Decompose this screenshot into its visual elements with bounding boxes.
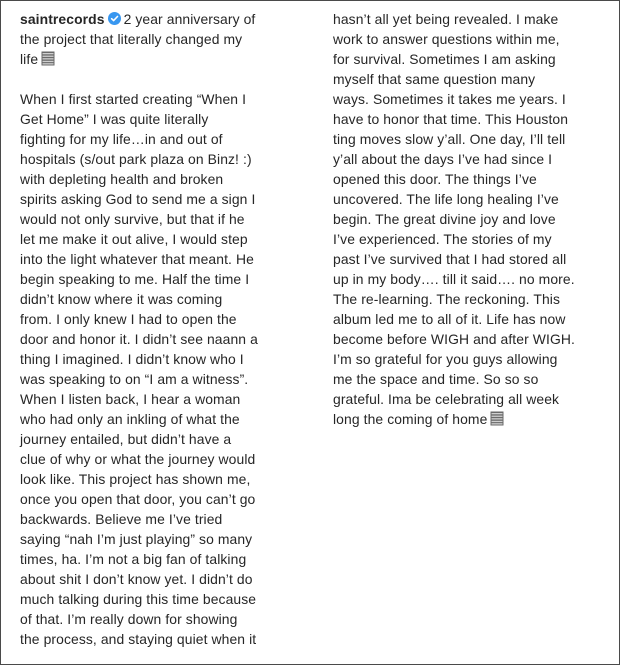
caption-text: hospitals (s/out park plaza on Binz! :)	[20, 151, 252, 167]
caption-text: Get Home” I was quite literally	[20, 111, 209, 127]
caption-line	[20, 389, 320, 409]
caption-text: have to honor that time. This Houston	[333, 111, 569, 127]
caption-text: The re-learning. The reckoning. This	[333, 291, 560, 307]
caption-line	[20, 249, 320, 269]
caption-line	[20, 209, 320, 229]
caption-line	[333, 389, 615, 409]
caption-text: begin speaking to me. Half the time I	[20, 271, 250, 287]
caption-line	[20, 409, 320, 429]
caption-right-column	[333, 9, 615, 429]
caption-line	[20, 229, 320, 249]
caption-text: album led me to all of it. Life has now	[333, 311, 566, 327]
book-emoji-icon	[490, 411, 504, 426]
caption-left-body	[20, 89, 320, 649]
caption-text: hasn’t all yet being revealed. I make	[333, 11, 559, 27]
caption-text: When I listen back, I hear a woman	[20, 391, 241, 407]
caption-text: work to answer questions within me,	[333, 31, 560, 47]
caption-line	[20, 329, 320, 349]
caption-line	[333, 169, 615, 189]
caption-text: I’m so grateful for you guys allowing	[333, 351, 558, 367]
caption-text: backwards. Believe me I’ve tried	[20, 511, 223, 527]
caption-text: y’all about the days I’ve had since I	[333, 151, 553, 167]
caption-right-body	[333, 9, 615, 429]
caption-header-line	[20, 9, 320, 29]
caption-line	[20, 49, 320, 69]
caption-line	[333, 29, 615, 49]
caption-text: me the space and time. So so so	[333, 371, 539, 387]
caption-text: uncovered. The life long healing I’ve	[333, 191, 559, 207]
caption-line	[20, 569, 320, 589]
caption-line	[20, 509, 320, 529]
caption-line	[333, 289, 615, 309]
caption-text: would not only survive, but that if he	[20, 211, 245, 227]
caption-text: ways. Sometimes it takes me years. I	[333, 91, 566, 107]
caption-line	[20, 269, 320, 289]
caption-text: look like. This project has shown me,	[20, 471, 251, 487]
caption-line	[333, 269, 615, 289]
caption-line	[20, 309, 320, 329]
caption-left-column	[20, 9, 320, 649]
caption-line	[333, 229, 615, 249]
caption-text: grateful. Ima be celebrating all week	[333, 391, 560, 407]
caption-line	[20, 149, 320, 169]
caption-line	[20, 129, 320, 149]
caption-text: life	[20, 51, 39, 67]
caption-line	[333, 69, 615, 89]
caption-text: begin. The great divine joy and love	[333, 211, 556, 227]
caption-line	[20, 169, 320, 189]
caption-line	[20, 629, 320, 649]
caption-line	[20, 489, 320, 509]
caption-line	[333, 409, 615, 429]
caption-text: into the light whatever that meant. He	[20, 251, 254, 267]
caption-line	[333, 249, 615, 269]
caption-text: When I first started creating “When I	[20, 91, 247, 107]
caption-line	[20, 289, 320, 309]
caption-header-text: 2 year anniversary of	[123, 11, 256, 27]
caption-text: who had only an inkling of what the	[20, 411, 240, 427]
caption-line	[20, 549, 320, 569]
caption-line	[20, 609, 320, 629]
caption-text: long the coming of home	[333, 411, 488, 427]
caption-line: the project that literally changed my	[20, 31, 243, 47]
caption-text: about shit I don’t know yet. I didn’t do	[20, 571, 253, 587]
caption-text: once you open that door, you can’t go	[20, 491, 256, 507]
caption-text: much talking during this time because	[20, 591, 257, 607]
caption-text: from. I only knew I had to open the	[20, 311, 237, 327]
caption-text: times, ha. I’m not a big fan of talking	[20, 551, 247, 567]
caption-line	[20, 109, 320, 129]
caption-line	[333, 49, 615, 69]
caption-line	[20, 89, 320, 109]
caption-line	[20, 349, 320, 369]
username-link[interactable]: saintrecords	[20, 11, 105, 27]
caption-text: of that. I’m really down for showing	[20, 611, 238, 627]
caption-text: with depleting health and broken	[20, 171, 224, 187]
caption-text: fighting for my life…in and out of	[20, 131, 223, 147]
caption-text: thing I imagined. I didn’t know who I	[20, 351, 244, 367]
verified-badge-icon	[108, 12, 121, 25]
caption-text: for survival. Sometimes I am asking	[333, 51, 556, 67]
caption-text: past I’ve survived that I had stored all	[333, 251, 567, 267]
caption-line	[333, 9, 615, 29]
caption-text: myself that same question many	[333, 71, 536, 87]
caption-text: I’ve experienced. The stories of my	[333, 231, 552, 247]
caption-text: door and honor it. I didn’t see naann a	[20, 331, 258, 347]
caption-line	[333, 109, 615, 129]
caption-line	[20, 449, 320, 469]
caption-line	[20, 529, 320, 549]
caption-text: journey entailed, but didn’t have a	[20, 431, 232, 447]
caption-line	[333, 149, 615, 169]
caption-text: didn’t know where it was coming	[20, 291, 223, 307]
caption-line	[333, 189, 615, 209]
caption-line	[333, 309, 615, 329]
caption-line	[333, 349, 615, 369]
caption-line	[20, 369, 320, 389]
caption-text: opened this door. The things I’ve	[333, 171, 537, 187]
caption-line	[333, 369, 615, 389]
caption-text: let me make it out alive, I would step	[20, 231, 248, 247]
caption-text: ting moves slow y’all. One day, I’ll tell	[333, 131, 566, 147]
caption-text: become before WIGH and after WIGH.	[333, 331, 575, 347]
caption-line	[20, 189, 320, 209]
book-emoji-icon	[41, 51, 55, 66]
caption-line	[333, 129, 615, 149]
caption-text: saying “nah I’m just playing” so many	[20, 531, 253, 547]
caption-line	[333, 329, 615, 349]
caption-text: was speaking to on “I am a witness”.	[20, 371, 249, 387]
caption-line	[20, 469, 320, 489]
caption-line	[20, 589, 320, 609]
caption-text: spirits asking God to send me a sign I	[20, 191, 256, 207]
caption-line	[333, 209, 615, 229]
caption-text: the process, and staying quiet when it	[20, 631, 257, 647]
caption-text: clue of why or what the journey would	[20, 451, 256, 467]
paragraph-spacer	[20, 69, 320, 89]
caption-text: up in my body…. till it said…. no more.	[333, 271, 575, 287]
caption-line	[20, 429, 320, 449]
caption-line	[333, 89, 615, 109]
